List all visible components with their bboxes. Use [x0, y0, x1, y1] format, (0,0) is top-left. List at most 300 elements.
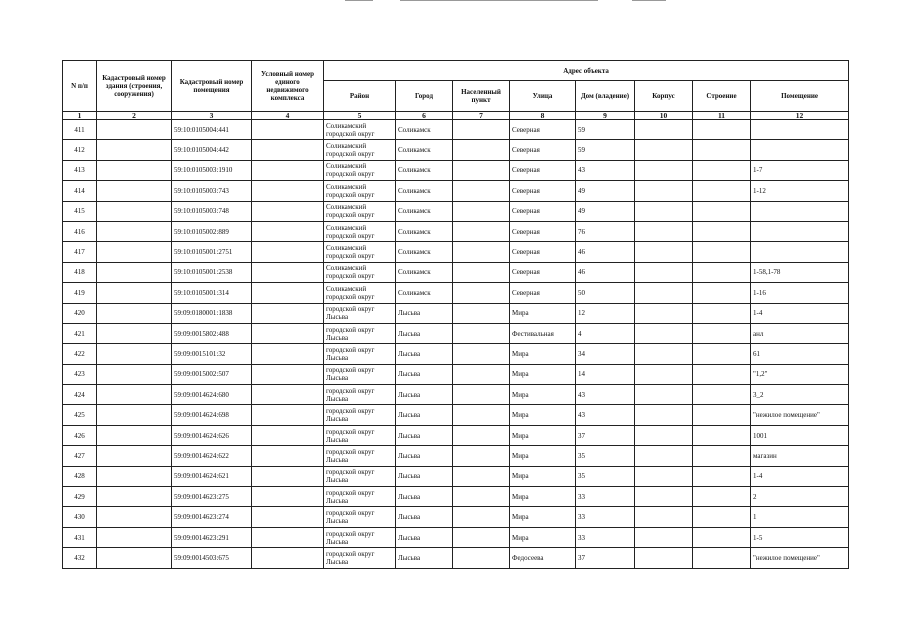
cell-building-cadastral [97, 344, 172, 364]
cell-number: 431 [63, 527, 97, 547]
cell-number: 426 [63, 425, 97, 445]
cell-street: Северная [510, 262, 576, 282]
table-row [63, 385, 849, 405]
cell-district: городской округ Лысьва [324, 507, 396, 527]
cell-settlement [453, 446, 510, 466]
cell-korpus [635, 405, 693, 425]
cell-korpus [635, 262, 693, 282]
table-row [63, 160, 849, 180]
cell-pomeshchenie: 1 [751, 507, 849, 527]
cell-stroenie [693, 405, 751, 425]
cell-city: Лысьва [396, 425, 453, 445]
cell-stroenie [693, 487, 751, 507]
cell-complex-number [252, 446, 324, 466]
cell-city: Лысьва [396, 446, 453, 466]
top-edge-line [400, 0, 598, 1]
cell-settlement [453, 487, 510, 507]
cell-settlement [453, 425, 510, 445]
cell-city: Соликамск [396, 160, 453, 180]
cell-house: 49 [576, 201, 635, 221]
cell-district: Соликамский городской округ [324, 262, 396, 282]
cell-house: 4 [576, 323, 635, 343]
cell-pomeshchenie [751, 201, 849, 221]
cell-building-cadastral [97, 446, 172, 466]
cell-building-cadastral [97, 548, 172, 568]
cell-stroenie [693, 527, 751, 547]
cell-room-cadastral: 59:09:0014623:291 [172, 527, 252, 547]
table-row [63, 262, 849, 282]
cell-stroenie [693, 120, 751, 140]
cell-city: Соликамск [396, 201, 453, 221]
cell-city: Соликамск [396, 181, 453, 201]
cell-street: Мира [510, 405, 576, 425]
table-row [63, 405, 849, 425]
cell-city: Лысьва [396, 548, 453, 568]
cell-number: 420 [63, 303, 97, 323]
cell-room-cadastral: 59:10:0105001:314 [172, 283, 252, 303]
cell-settlement [453, 120, 510, 140]
cell-room-cadastral: 59:09:0014624:680 [172, 385, 252, 405]
cell-complex-number [252, 425, 324, 445]
cell-room-cadastral: 59:09:0014624:621 [172, 466, 252, 486]
column-number: 2 [97, 112, 172, 120]
table-row [63, 181, 849, 201]
cell-korpus [635, 120, 693, 140]
cell-city: Лысьва [396, 303, 453, 323]
cell-pomeshchenie: магазин [751, 446, 849, 466]
cell-stroenie [693, 507, 751, 527]
cell-house: 43 [576, 160, 635, 180]
cell-district: Соликамский городской округ [324, 242, 396, 262]
cell-complex-number [252, 242, 324, 262]
cell-room-cadastral: 59:10:0105001:2538 [172, 262, 252, 282]
header-district: Район [324, 81, 396, 112]
cell-district: городской округ Лысьва [324, 323, 396, 343]
registry-table [62, 60, 849, 569]
cell-pomeshchenie [751, 120, 849, 140]
cell-korpus [635, 344, 693, 364]
header-n: N п/п [63, 61, 97, 112]
cell-house: 37 [576, 548, 635, 568]
cell-korpus [635, 548, 693, 568]
header-pomeshchenie: Помещение [751, 81, 849, 112]
cell-pomeshchenie: 3_2 [751, 385, 849, 405]
cell-settlement [453, 385, 510, 405]
cell-number: 429 [63, 487, 97, 507]
column-number: 10 [635, 112, 693, 120]
cell-korpus [635, 160, 693, 180]
cell-building-cadastral [97, 466, 172, 486]
cell-house: 59 [576, 120, 635, 140]
cell-complex-number [252, 344, 324, 364]
cell-stroenie [693, 344, 751, 364]
cell-stroenie [693, 140, 751, 160]
table-row [63, 425, 849, 445]
cell-district: городской округ Лысьва [324, 548, 396, 568]
cell-complex-number [252, 283, 324, 303]
cell-korpus [635, 385, 693, 405]
cell-complex-number [252, 548, 324, 568]
cell-room-cadastral: 59:10:0105002:889 [172, 221, 252, 241]
cell-building-cadastral [97, 425, 172, 445]
cell-city: Лысьва [396, 344, 453, 364]
cell-korpus [635, 507, 693, 527]
cell-street: Мира [510, 527, 576, 547]
cell-pomeshchenie: "нежилое помещение" [751, 548, 849, 568]
cell-number: 418 [63, 262, 97, 282]
cell-city: Лысьва [396, 364, 453, 384]
cell-building-cadastral [97, 181, 172, 201]
cell-complex-number [252, 405, 324, 425]
cell-korpus [635, 425, 693, 445]
header-row [63, 61, 849, 81]
cell-complex-number [252, 527, 324, 547]
cell-building-cadastral [97, 507, 172, 527]
cell-korpus [635, 242, 693, 262]
cell-complex-number [252, 466, 324, 486]
cell-pomeshchenie: 1-58,1-78 [751, 262, 849, 282]
table-row [63, 323, 849, 343]
cell-settlement [453, 344, 510, 364]
cell-pomeshchenie: 1-7 [751, 160, 849, 180]
cell-korpus [635, 364, 693, 384]
cell-number: 423 [63, 364, 97, 384]
cell-room-cadastral: 59:09:0014624:622 [172, 446, 252, 466]
cell-house: 43 [576, 405, 635, 425]
cell-pomeshchenie [751, 242, 849, 262]
cell-house: 43 [576, 385, 635, 405]
cell-street: Северная [510, 242, 576, 262]
cell-house: 49 [576, 181, 635, 201]
cell-building-cadastral [97, 283, 172, 303]
cell-complex-number [252, 487, 324, 507]
cell-house: 76 [576, 221, 635, 241]
cell-complex-number [252, 221, 324, 241]
cell-city: Лысьва [396, 323, 453, 343]
cell-building-cadastral [97, 242, 172, 262]
cell-number: 415 [63, 201, 97, 221]
cell-korpus [635, 283, 693, 303]
cell-city: Соликамск [396, 140, 453, 160]
cell-room-cadastral: 59:09:0015802:488 [172, 323, 252, 343]
cell-room-cadastral: 59:09:0014623:274 [172, 507, 252, 527]
cell-complex-number [252, 364, 324, 384]
cell-settlement [453, 466, 510, 486]
cell-number: 412 [63, 140, 97, 160]
cell-house: 33 [576, 507, 635, 527]
cell-city: Лысьва [396, 405, 453, 425]
header-house: Дом (владение) [576, 81, 635, 112]
cell-district: Соликамский городской округ [324, 201, 396, 221]
column-number: 4 [252, 112, 324, 120]
cell-city: Соликамск [396, 120, 453, 140]
cell-korpus [635, 303, 693, 323]
table-row [63, 120, 849, 140]
cell-street: Северная [510, 181, 576, 201]
cell-stroenie [693, 201, 751, 221]
cell-district: Соликамский городской округ [324, 160, 396, 180]
cell-room-cadastral: 59:10:0105003:748 [172, 201, 252, 221]
cell-room-cadastral: 59:10:0105003:743 [172, 181, 252, 201]
cell-building-cadastral [97, 405, 172, 425]
cell-street: Северная [510, 160, 576, 180]
cell-settlement [453, 405, 510, 425]
header-korpus: Корпус [635, 81, 693, 112]
cell-house: 14 [576, 364, 635, 384]
cell-stroenie [693, 242, 751, 262]
cell-city: Лысьва [396, 385, 453, 405]
header-city: Город [396, 81, 453, 112]
cell-building-cadastral [97, 487, 172, 507]
cell-settlement [453, 262, 510, 282]
cell-korpus [635, 181, 693, 201]
cell-building-cadastral [97, 323, 172, 343]
cell-complex-number [252, 160, 324, 180]
header-complex-number: Условный номер единого недвижимого комплекса [252, 61, 324, 112]
cell-pomeshchenie [751, 221, 849, 241]
cell-number: 432 [63, 548, 97, 568]
cell-stroenie [693, 446, 751, 466]
table-body [63, 120, 849, 569]
table-row [63, 344, 849, 364]
cell-korpus [635, 466, 693, 486]
cell-district: городской округ Лысьва [324, 385, 396, 405]
cell-number: 427 [63, 446, 97, 466]
cell-stroenie [693, 160, 751, 180]
table-row [63, 303, 849, 323]
table-row [63, 548, 849, 568]
cell-pomeshchenie: 61 [751, 344, 849, 364]
cell-city: Лысьва [396, 527, 453, 547]
cell-building-cadastral [97, 364, 172, 384]
cell-street: Мира [510, 425, 576, 445]
column-number: 6 [396, 112, 453, 120]
cell-settlement [453, 242, 510, 262]
cell-number: 422 [63, 344, 97, 364]
cell-district: Соликамский городской округ [324, 140, 396, 160]
cell-pomeshchenie: "1,2" [751, 364, 849, 384]
header-room-cadastral: Кадастровый номер помещения [172, 61, 252, 112]
cell-house: 35 [576, 446, 635, 466]
column-number: 3 [172, 112, 252, 120]
cell-house: 46 [576, 262, 635, 282]
cell-building-cadastral [97, 221, 172, 241]
cell-korpus [635, 140, 693, 160]
cell-district: Соликамский городской округ [324, 221, 396, 241]
cell-building-cadastral [97, 160, 172, 180]
cell-city: Соликамск [396, 283, 453, 303]
cell-complex-number [252, 303, 324, 323]
cell-house: 12 [576, 303, 635, 323]
table-row [63, 221, 849, 241]
table-row [63, 242, 849, 262]
cell-street: Мира [510, 507, 576, 527]
cell-house: 59 [576, 140, 635, 160]
cell-stroenie [693, 385, 751, 405]
cell-house: 37 [576, 425, 635, 445]
cell-room-cadastral: 59:10:0105003:1910 [172, 160, 252, 180]
cell-number: 413 [63, 160, 97, 180]
cell-district: городской округ Лысьва [324, 466, 396, 486]
cell-korpus [635, 487, 693, 507]
cell-settlement [453, 160, 510, 180]
header-stroenie: Строение [693, 81, 751, 112]
table-row [63, 487, 849, 507]
cell-district: городской округ Лысьва [324, 344, 396, 364]
cell-number: 411 [63, 120, 97, 140]
cell-house: 34 [576, 344, 635, 364]
cell-room-cadastral: 59:09:0015101:32 [172, 344, 252, 364]
column-number: 8 [510, 112, 576, 120]
cell-building-cadastral [97, 303, 172, 323]
cell-house: 50 [576, 283, 635, 303]
cell-settlement [453, 140, 510, 160]
cell-street: Мира [510, 303, 576, 323]
cell-district: городской округ Лысьва [324, 425, 396, 445]
cell-house: 33 [576, 487, 635, 507]
cell-building-cadastral [97, 385, 172, 405]
cell-settlement [453, 181, 510, 201]
column-number: 5 [324, 112, 396, 120]
cell-street: Мира [510, 446, 576, 466]
cell-pomeshchenie: 1-4 [751, 466, 849, 486]
cell-complex-number [252, 181, 324, 201]
top-edge-line [632, 0, 666, 1]
cell-street: Мира [510, 487, 576, 507]
cell-building-cadastral [97, 140, 172, 160]
cell-street: Мира [510, 466, 576, 486]
cell-settlement [453, 201, 510, 221]
cell-street: Мира [510, 364, 576, 384]
cell-korpus [635, 323, 693, 343]
cell-number: 414 [63, 181, 97, 201]
cell-number: 428 [63, 466, 97, 486]
cell-stroenie [693, 181, 751, 201]
cell-room-cadastral: 59:09:0015002:507 [172, 364, 252, 384]
cell-street: Северная [510, 221, 576, 241]
cell-number: 430 [63, 507, 97, 527]
table-row [63, 507, 849, 527]
cell-settlement [453, 548, 510, 568]
cell-district: городской округ Лысьва [324, 487, 396, 507]
cell-city: Соликамск [396, 262, 453, 282]
cell-pomeshchenie [751, 140, 849, 160]
cell-room-cadastral: 59:09:0014624:626 [172, 425, 252, 445]
cell-settlement [453, 364, 510, 384]
column-number: 11 [693, 112, 751, 120]
cell-city: Лысьва [396, 466, 453, 486]
cell-street: Северная [510, 140, 576, 160]
cell-street: Мира [510, 344, 576, 364]
cell-district: Соликамский городской округ [324, 283, 396, 303]
cell-pomeshchenie: 1-16 [751, 283, 849, 303]
cell-house: 46 [576, 242, 635, 262]
cell-city: Соликамск [396, 221, 453, 241]
column-number: 1 [63, 112, 97, 120]
cell-street: Северная [510, 283, 576, 303]
cell-room-cadastral: 59:09:0014503:675 [172, 548, 252, 568]
cell-street: Северная [510, 201, 576, 221]
cell-room-cadastral: 59:10:0105001:2751 [172, 242, 252, 262]
cell-district: городской округ Лысьва [324, 446, 396, 466]
cell-settlement [453, 507, 510, 527]
cell-room-cadastral: 59:09:0014624:698 [172, 405, 252, 425]
cell-house: 33 [576, 527, 635, 547]
cell-stroenie [693, 303, 751, 323]
top-edge-line [345, 0, 373, 1]
cell-pomeshchenie: 1-5 [751, 527, 849, 547]
cell-pomeshchenie: "нежилое помещение" [751, 405, 849, 425]
header-street: Улица [510, 81, 576, 112]
cell-stroenie [693, 221, 751, 241]
header-address-group: Адрес объекта [324, 61, 849, 81]
cell-city: Лысьва [396, 487, 453, 507]
cell-room-cadastral: 59:09:0180001:1838 [172, 303, 252, 323]
cell-number: 416 [63, 221, 97, 241]
cell-pomeshchenie: анл [751, 323, 849, 343]
table-row [63, 527, 849, 547]
cell-korpus [635, 221, 693, 241]
cell-street: Федосеева [510, 548, 576, 568]
cell-settlement [453, 527, 510, 547]
cell-stroenie [693, 548, 751, 568]
cell-korpus [635, 527, 693, 547]
column-number-row [63, 112, 849, 120]
cell-building-cadastral [97, 201, 172, 221]
cell-number: 417 [63, 242, 97, 262]
cell-stroenie [693, 323, 751, 343]
table-row [63, 364, 849, 384]
cell-building-cadastral [97, 120, 172, 140]
cell-settlement [453, 283, 510, 303]
header-building-cadastral: Кадастровый номер здания (строения, сооружения) [97, 61, 172, 112]
cell-stroenie [693, 283, 751, 303]
column-number: 12 [751, 112, 849, 120]
cell-city: Соликамск [396, 242, 453, 262]
cell-complex-number [252, 507, 324, 527]
column-number: 7 [453, 112, 510, 120]
header-settlement: Населенный пункт [453, 81, 510, 112]
cell-settlement [453, 221, 510, 241]
cell-street: Мира [510, 385, 576, 405]
table-row [63, 140, 849, 160]
cell-korpus [635, 446, 693, 466]
cell-pomeshchenie: 1-4 [751, 303, 849, 323]
cell-pomeshchenie: 1-12 [751, 181, 849, 201]
cell-city: Лысьва [396, 507, 453, 527]
cell-stroenie [693, 364, 751, 384]
cell-number: 424 [63, 385, 97, 405]
cell-stroenie [693, 425, 751, 445]
cell-building-cadastral [97, 527, 172, 547]
cell-number: 425 [63, 405, 97, 425]
cell-district: Соликамский городской округ [324, 181, 396, 201]
cell-pomeshchenie: 1001 [751, 425, 849, 445]
cell-district: городской округ Лысьва [324, 303, 396, 323]
cell-number: 419 [63, 283, 97, 303]
table-row [63, 446, 849, 466]
cell-complex-number [252, 120, 324, 140]
cell-stroenie [693, 466, 751, 486]
table-row [63, 201, 849, 221]
cell-district: Соликамский городской округ [324, 120, 396, 140]
cell-street: Северная [510, 120, 576, 140]
cell-complex-number [252, 201, 324, 221]
cell-stroenie [693, 262, 751, 282]
cell-room-cadastral: 59:10:0105004:441 [172, 120, 252, 140]
cell-building-cadastral [97, 262, 172, 282]
table-row [63, 283, 849, 303]
